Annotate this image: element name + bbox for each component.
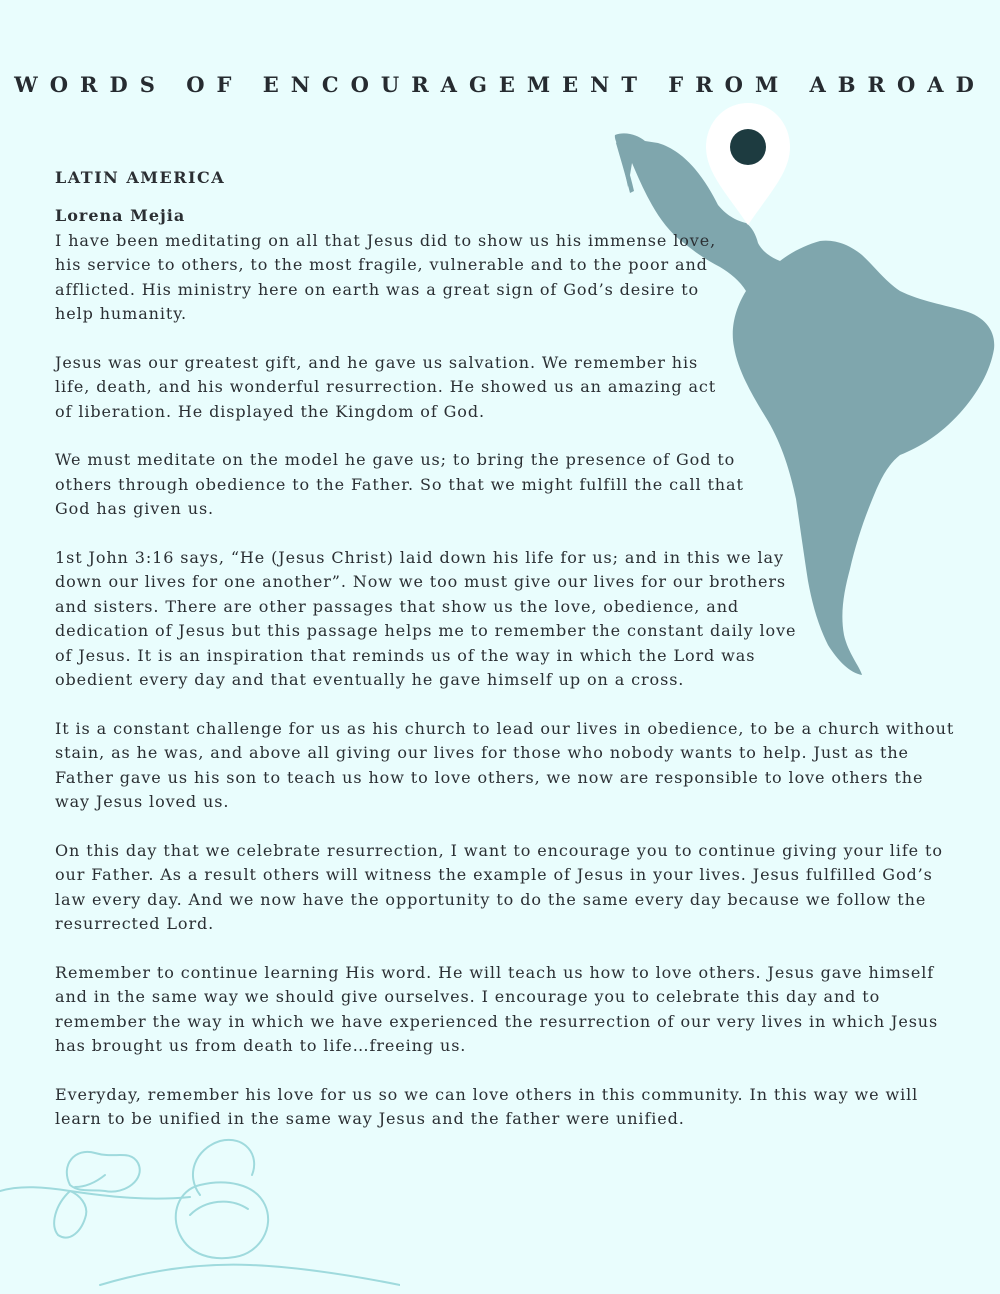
location-pin-icon: [730, 129, 766, 165]
flower-line-art-icon: [0, 1135, 400, 1294]
paragraph: Jesus was our greatest gift, and he gave us salvation. We remember his life, death, and his wonderful resurrection. He showed us an amazing act of liberation. He displayed the Kingdom of God.: [55, 352, 717, 421]
paragraph: We must meditate on the model he gave us; to bring the presence of God to others through obedience to the Father. So that we might fulfill the call that God has given us.: [55, 450, 744, 519]
paragraph: 1st John 3:16 says, “He (Jesus Christ) laid down his life for us; and in this we lay down our lives for one another”. Now we too must give our lives for our brothers and sisters. There are other passages that show us the love, obedience, and dedication of Jesus but this passage helps me to remember the constant daily love of Jesus. It is an inspiration that reminds us of the way in which the Lord was obedient every day and that eventually he gave himself up on a cross.: [55, 548, 797, 690]
author-name: Lorena Mejia: [55, 206, 186, 226]
article-body: [55, 166, 955, 1156]
paragraph: It is a constant challenge for us as his church to lead our lives in obedience, to be a church without stain, as he was, and above all giving our lives for those who nobody wants to help. Just as the Father gave us his son to teach us how to love others, we now are responsible to love others the way Jesus loved us.: [55, 718, 955, 812]
paragraph: On this day that we celebrate resurrection, I want to encourage you to continue giving your life to our Father. As a result others will witness the example of Jesus in your lives. Jesus fulfilled God’s law every day. And we now have the opportunity to do the same every day because we follow the resurrected Lord.: [55, 840, 943, 934]
region-heading: LATIN AMERICA: [55, 168, 226, 187]
paragraph: I have been meditating on all that Jesus did to show us his immense love, his service to others, to the most fragile, vulnerable and to the poor and afflicted. His ministry here on earth was a great sign of God’s desire to help humanity.: [55, 230, 717, 324]
page-title: WORDS OF ENCOURAGEMENT FROM ABROAD: [14, 72, 986, 97]
paragraph: Remember to continue learning His word. He will teach us how to love others. Jesus gave himself and in the same way we should give ourselves. I encourage you to celebrate this day and to remember the way in which we have experienced the resurrection of our very lives in which Jesus has brought us from death to life…freeing us.: [55, 962, 939, 1056]
paragraph: Everyday, remember his love for us so we can love others in this community. In this way we will learn to be unified in the same way Jesus and the father were unified.: [55, 1084, 919, 1129]
